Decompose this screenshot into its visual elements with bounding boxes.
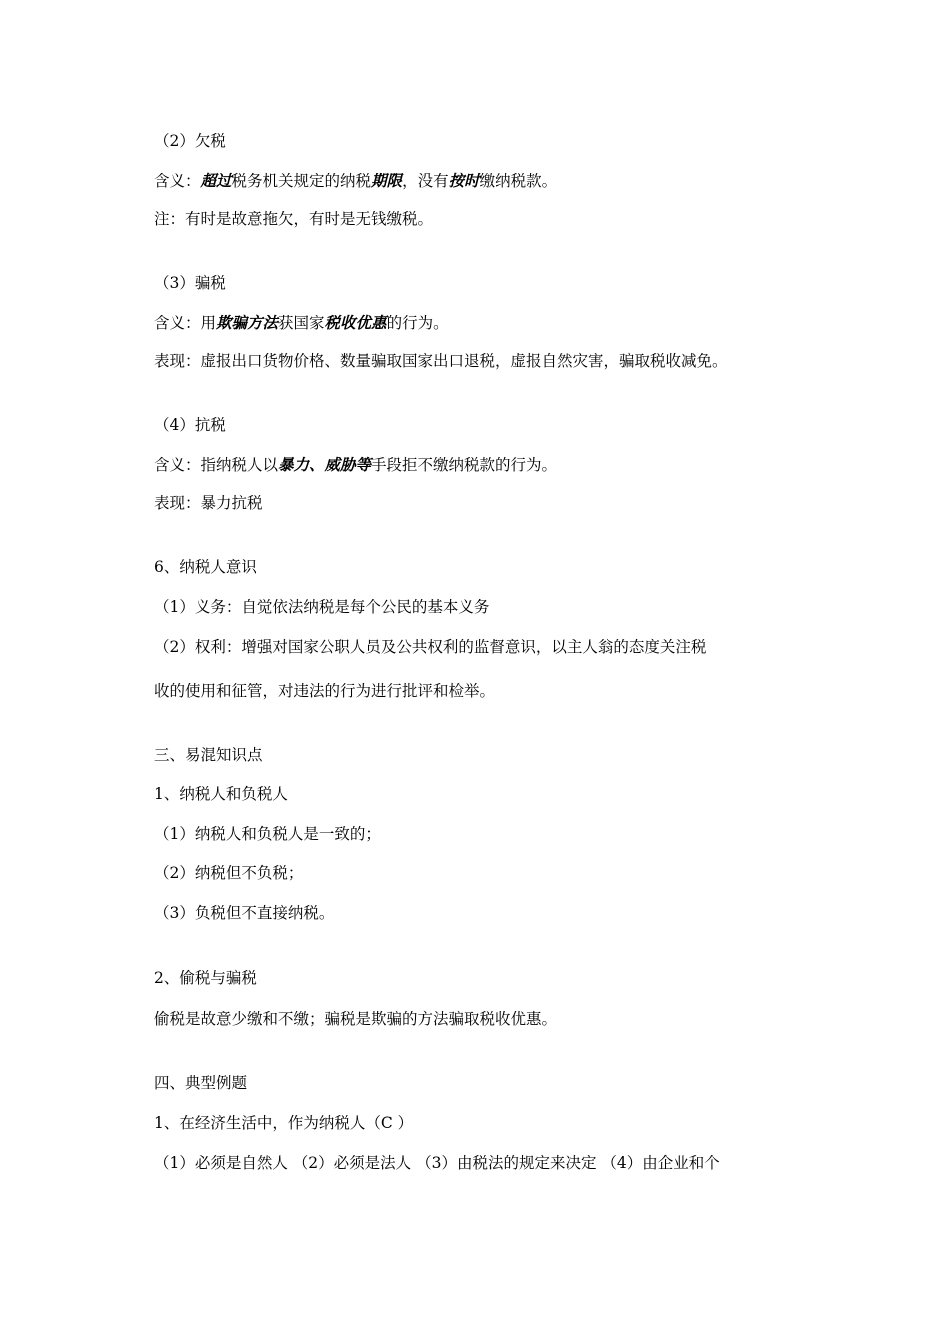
- part-3-1-item-c: （3）负税但不直接纳税。: [154, 904, 335, 922]
- section-pianshui-meaning: [154, 313, 449, 333]
- emphasis-text: 暴力、威胁等: [278, 455, 372, 474]
- section-6-item-2: （2）权利：增强对国家公职人员及公共权利的监督意识，以主人翁的态度关注税: [154, 638, 707, 656]
- meaning-prefix: 含义：用: [154, 314, 217, 332]
- part-3-2-title: 2、偷税与骗税: [154, 969, 257, 987]
- section-qianshui-meaning: [154, 171, 557, 191]
- part-4-title: 四、典型例题: [154, 1074, 248, 1092]
- section-6-item-2-cont: 收的使用和征管，对违法的行为进行批评和检举。: [154, 682, 496, 700]
- meaning-text: 的行为。: [386, 314, 449, 332]
- question-1-options: （1）必须是自然人 （2）必须是法人 （3）由税法的规定来决定 （4）由企业和个: [154, 1154, 720, 1172]
- section-qianshui-title: （2）欠税: [154, 132, 226, 150]
- section-qianshui-note: 注：有时是故意拖欠，有时是无钱缴税。: [154, 210, 434, 228]
- question-1-title: 1、在经济生活中，作为纳税人（C ）: [154, 1114, 414, 1132]
- part-3-1-title: 1、纳税人和负税人: [154, 785, 288, 803]
- section-kangshui-show: 表现：暴力抗税: [154, 494, 263, 512]
- part-3-title: 三、易混知识点: [154, 746, 263, 764]
- meaning-prefix: 含义：: [154, 172, 201, 190]
- meaning-text: 获国家: [278, 314, 325, 332]
- section-kangshui-title: （4）抗税: [154, 416, 226, 434]
- section-kangshui-meaning: [154, 455, 557, 475]
- meaning-prefix: 含义：指纳税人以: [154, 456, 279, 474]
- emphasis-text: 税收优惠: [324, 313, 387, 332]
- section-pianshui-show: 表现：虚报出口货物价格、数量骗取国家出口退税，虚报自然灾害，骗取税收减免。: [154, 352, 728, 370]
- part-3-1-item-a: （1）纳税人和负税人是一致的；: [154, 825, 381, 843]
- meaning-text: 缴纳税款。: [479, 172, 558, 190]
- meaning-text: 税务机关规定的纳税: [231, 172, 372, 190]
- section-6-title: 6、纳税人意识: [154, 558, 257, 576]
- section-pianshui-title: （3）骗税: [154, 274, 226, 292]
- emphasis-text: 欺骗方法: [216, 313, 279, 332]
- meaning-text: ，没有: [402, 172, 449, 190]
- meaning-text: 手段拒不缴纳税款的行为。: [371, 456, 558, 474]
- part-3-1-item-b: （2）纳税但不负税；: [154, 864, 304, 882]
- part-3-2-text: 偷税是故意少缴和不缴；骗税是欺骗的方法骗取税收优惠。: [154, 1010, 558, 1028]
- emphasis-text: 超过: [200, 171, 232, 190]
- emphasis-text: 按时: [448, 171, 480, 190]
- emphasis-text: 期限: [371, 171, 403, 190]
- section-6-item-1: （1）义务：自觉依法纳税是每个公民的基本义务: [154, 598, 490, 616]
